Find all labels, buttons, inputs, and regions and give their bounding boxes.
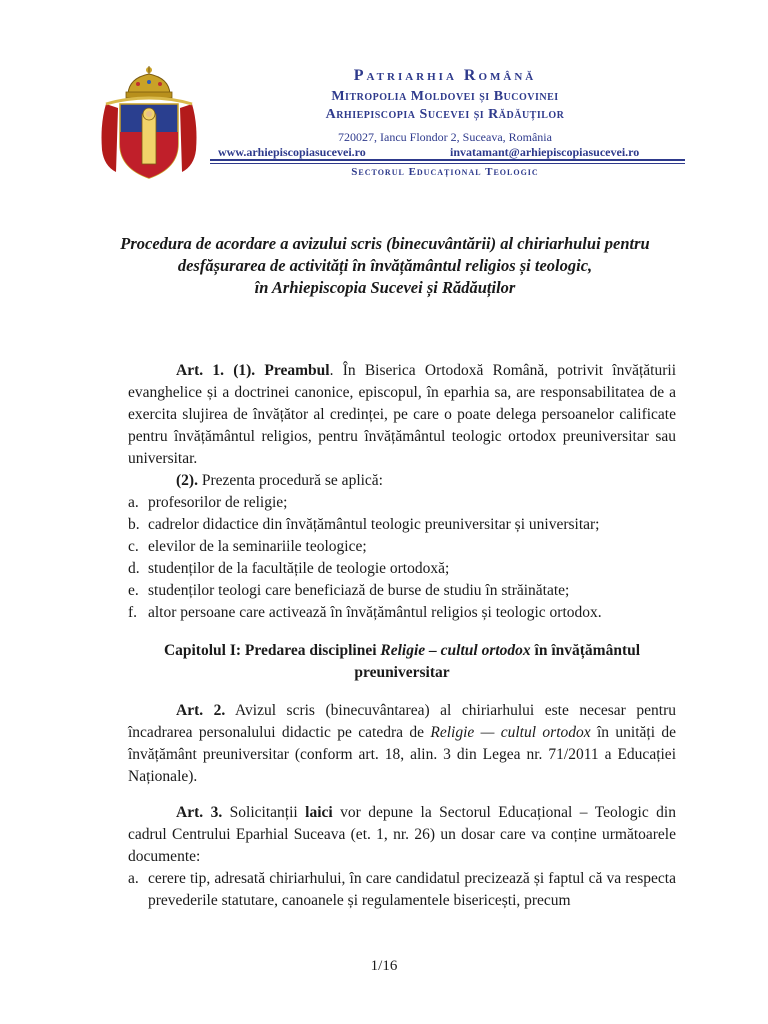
chapter-1-suffix: în învățământul	[530, 642, 641, 659]
header-patriarchate: Patriarhia Română	[353, 67, 537, 84]
header-divider-thin	[210, 163, 685, 164]
list-item	[128, 580, 676, 602]
article-2-italic: Religie — cultul ortodox	[430, 724, 591, 741]
title-line-3: în Arhiepiscopia Sucevei și Rădăuților	[254, 278, 516, 297]
header-address: 720027, Iancu Flondor 2, Suceava, România	[338, 130, 552, 144]
page-number: 1/16	[370, 958, 398, 974]
list-item-text: altor persoane care activează în învățământul religios și teologic ortodox.	[148, 604, 602, 621]
document-title	[80, 233, 690, 299]
article-1-para2	[128, 470, 676, 492]
article-2-paragraph	[128, 700, 676, 788]
list-marker: a.	[128, 870, 139, 887]
list-item-text: cerere tip, adresată chiriarhului, în care candidatul precizează și faptul că va respecta prevederile statutare, canoanele și regulamentele bisericești, precum	[148, 870, 676, 909]
shield-icon	[120, 104, 178, 178]
chapter-1-italic: Religie – cultul ortodox	[380, 642, 531, 659]
list-item	[128, 514, 676, 536]
article-3-bold: laici	[305, 804, 333, 821]
article-1-label: Art. 1. (1). Preambul	[176, 362, 330, 379]
chapter-1-prefix: Capitolul I: Predarea disciplinei	[163, 642, 381, 659]
article-1-paragraph	[128, 360, 676, 470]
list-marker: e.	[128, 582, 139, 599]
list-marker: d.	[128, 560, 140, 577]
list-item	[128, 492, 676, 514]
website-link[interactable]: www.arhiepiscopiasucevei.ro	[218, 145, 366, 159]
header-archdiocese: Arhiepiscopia Sucevei și Rădăuților	[325, 107, 565, 122]
article-3-label: Art. 3.	[176, 804, 223, 821]
header-divider	[210, 159, 685, 161]
article-3-text-b: vor depune la Sectorul Educațional – Teologic din cadrul Centrului Eparhial Suceava (et. 1, nr. 26) un dosar care va conține următoarele documente:	[128, 804, 676, 865]
article-3-paragraph	[128, 802, 676, 868]
article-3-text-a: Solicitanții	[222, 804, 306, 821]
title-line-2: desfășurarea de activități în învățământul religios și teologic,	[177, 256, 593, 275]
article-1-text: . În Biserica Ortodoxă Română, potrivit învățăturii evanghelice și a doctrinei canonice, episcopul, în eparhia sa, are responsabilitatea de a exercita slujirea de învățător al credinței, pe care o poate delega persoanelor calificate pentru învățământul religios, pentru învățământul teologic ortodox preuniversitar sau universitar.	[128, 362, 677, 467]
chapter-1-heading	[128, 640, 676, 684]
article-2-text-b: în unități de învățământ preuniversitar (conform art. 18, alin. 3 din Legea nr. 71/2011 a Educației Naționale).	[128, 724, 676, 785]
article-2-label: Art. 2.	[176, 702, 226, 719]
list-marker: a.	[128, 494, 139, 511]
list-marker: c.	[128, 538, 139, 555]
article-2-text-a: Avizul scris (binecuvântarea) al chiriarhului este necesar pentru încadrarea personalului didactic pe catedra de	[128, 702, 676, 741]
list-item	[128, 558, 676, 580]
list-marker: b.	[128, 516, 140, 533]
title-line-1: Procedura de acordare a avizului scris (binecuvântării) al chiriarhului pentru	[120, 234, 650, 253]
list-marker: f.	[128, 604, 138, 621]
article-1-para2-label: (2).	[176, 472, 198, 489]
list-item-text: elevilor de la seminariile teologice;	[148, 538, 367, 555]
list-item	[128, 602, 676, 624]
applicability-list	[128, 492, 676, 624]
list-item-text: profesorilor de religie;	[148, 494, 288, 511]
crown-icon	[126, 66, 172, 98]
list-item	[128, 536, 676, 558]
article-1-para2-text: Prezenta procedură se aplică:	[197, 472, 383, 489]
archdiocese-crest-logo	[96, 64, 202, 182]
documents-list	[128, 868, 676, 912]
list-item-text: cadrelor didactice din învățământul teologic preuniversitar și universitar;	[148, 516, 600, 533]
list-item-text: studenților de la facultățile de teologie ortodoxă;	[148, 560, 450, 577]
header-metropolis: Mitropolia Moldovei și Bucovinei	[331, 89, 559, 104]
chapter-1-line-2: preuniversitar	[354, 664, 450, 681]
header-sector: Sectorul Educațional Teologic	[351, 166, 539, 178]
email-link[interactable]: invatamant@arhiepiscopiasucevei.ro	[450, 145, 640, 159]
list-item-text: studenților teologi care beneficiază de burse de studiu în străinătate;	[148, 582, 570, 599]
list-item	[128, 868, 676, 912]
document-body	[128, 360, 676, 912]
